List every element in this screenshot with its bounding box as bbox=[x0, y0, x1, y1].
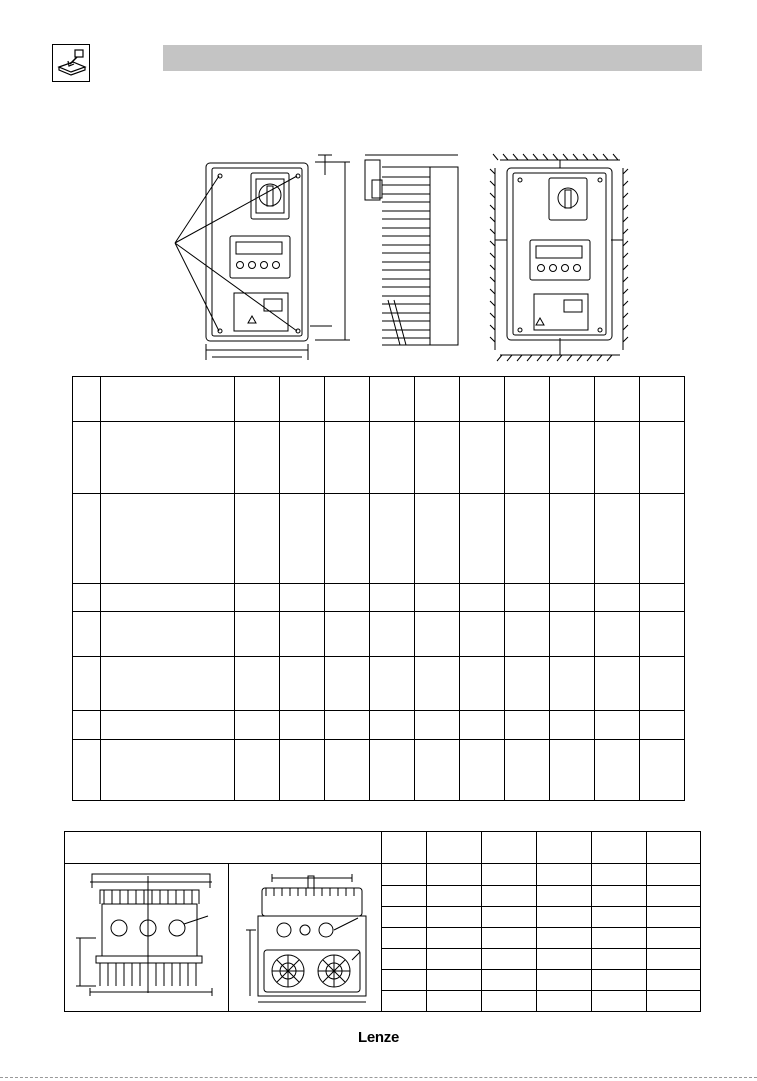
brand-logo: Lenze bbox=[358, 1029, 400, 1046]
conduit-side-drawing bbox=[72, 868, 232, 1003]
section-title-bar bbox=[163, 45, 702, 71]
page-cut-line bbox=[0, 1077, 757, 1078]
conduit-front-drawing bbox=[242, 868, 382, 1003]
install-dimensions-icon bbox=[52, 44, 90, 82]
drive-dimension-drawing bbox=[160, 150, 640, 365]
dimensions-table bbox=[72, 376, 685, 801]
